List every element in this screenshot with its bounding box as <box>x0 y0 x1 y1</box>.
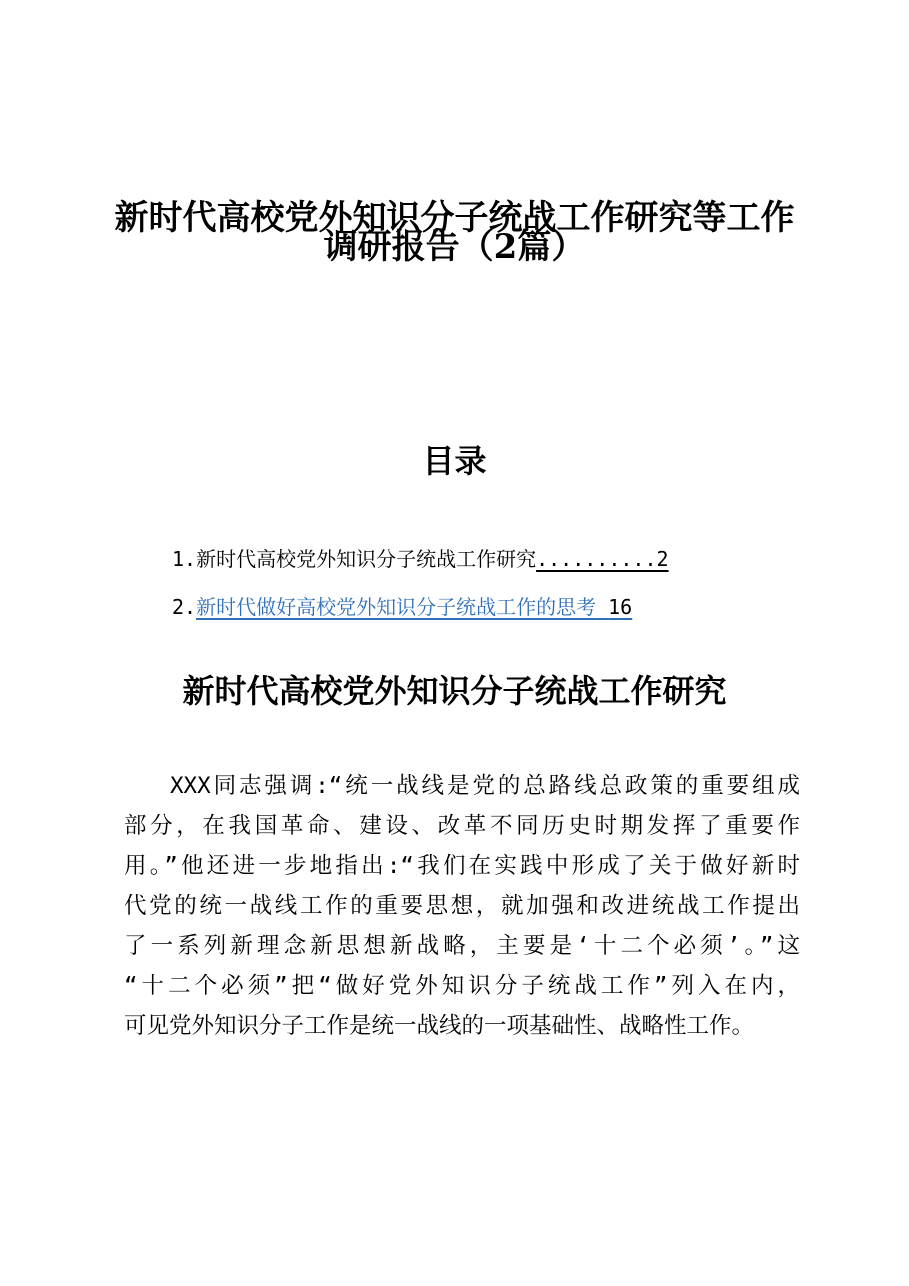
toc-heading: 目录 <box>422 442 487 480</box>
toc-item-number: 2. <box>172 595 197 619</box>
body-line: 可见党外知识分子工作是统一战线的一项基础性、战略性工作。 <box>124 1013 755 1039</box>
toc-item-1[interactable] <box>172 544 669 574</box>
toc-item-2[interactable] <box>172 592 632 622</box>
body-line: 代党的统一战线工作的重要思想，就加强和改进统战工作提出 <box>124 893 800 919</box>
toc-item-page: 2 <box>656 547 669 571</box>
body-line: XXX同志强调:“统一战线是党的总路线总政策的重要组成 <box>170 773 800 799</box>
toc-item-link[interactable] <box>196 595 632 619</box>
body-line: “十二个必须”把“做好党外知识分子统战工作”列入在内， <box>124 973 800 999</box>
body-line: 用。”他还进一步地指出:“我们在实践中形成了关于做好新时 <box>124 853 800 879</box>
body-line: 部分，在我国革命、建设、改革不同历史时期发挥了重要作 <box>124 813 800 839</box>
toc-item-label[interactable]: 新时代做好高校党外知识分子统战工作的思考 <box>196 595 597 619</box>
toc-item-number: 1. <box>172 547 197 571</box>
body-line: 了一系列新理念新思想新战略，主要是‘十二个必须’。”这 <box>124 933 800 959</box>
toc-item-page: 16 <box>608 595 633 619</box>
document-title-line-1: 新时代高校党外知识分子统战工作研究等工作 <box>114 198 795 238</box>
toc-item-label[interactable]: 新时代高校党外知识分子统战工作研究 <box>196 547 537 571</box>
document-title-line-2: 调研报告（2篇） <box>323 227 586 267</box>
section-title: 新时代高校党外知识分子统战工作研究 <box>182 672 727 710</box>
toc-item-leader: ..........2 <box>536 547 669 571</box>
body-paragraph <box>124 766 800 1046</box>
